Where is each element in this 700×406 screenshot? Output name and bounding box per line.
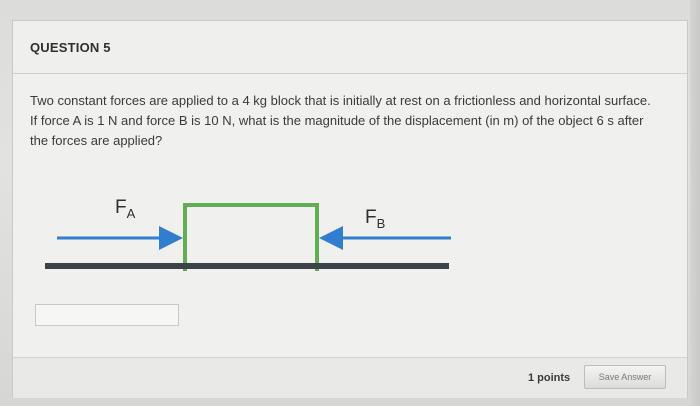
force-b-subscript: B [376,216,386,231]
question-panel [12,20,688,398]
answer-input[interactable] [35,304,179,326]
force-b-label [365,207,385,231]
question-title: QUESTION 5 [30,40,111,55]
force-b-symbol: F [365,207,377,228]
question-footer [13,357,687,398]
force-diagram [37,171,457,271]
force-a-label [115,197,136,221]
force-a-subscript: A [126,206,136,221]
question-header [13,21,687,74]
question-text: Two constant forces are applied to a 4 kg block that is initially at rest on a frictionless and horizontal surface. If force A is 1 N and force B is 10 N, what is the magnitude of the displacement (in m) of the object 6 s after the forces are applied? [30,93,651,148]
force-a-symbol: F [115,197,127,218]
points-label: 1 points [528,372,571,384]
page-scrollbar[interactable] [690,0,700,406]
save-answer-button[interactable]: Save Answer [584,365,666,389]
surface [45,261,465,271]
